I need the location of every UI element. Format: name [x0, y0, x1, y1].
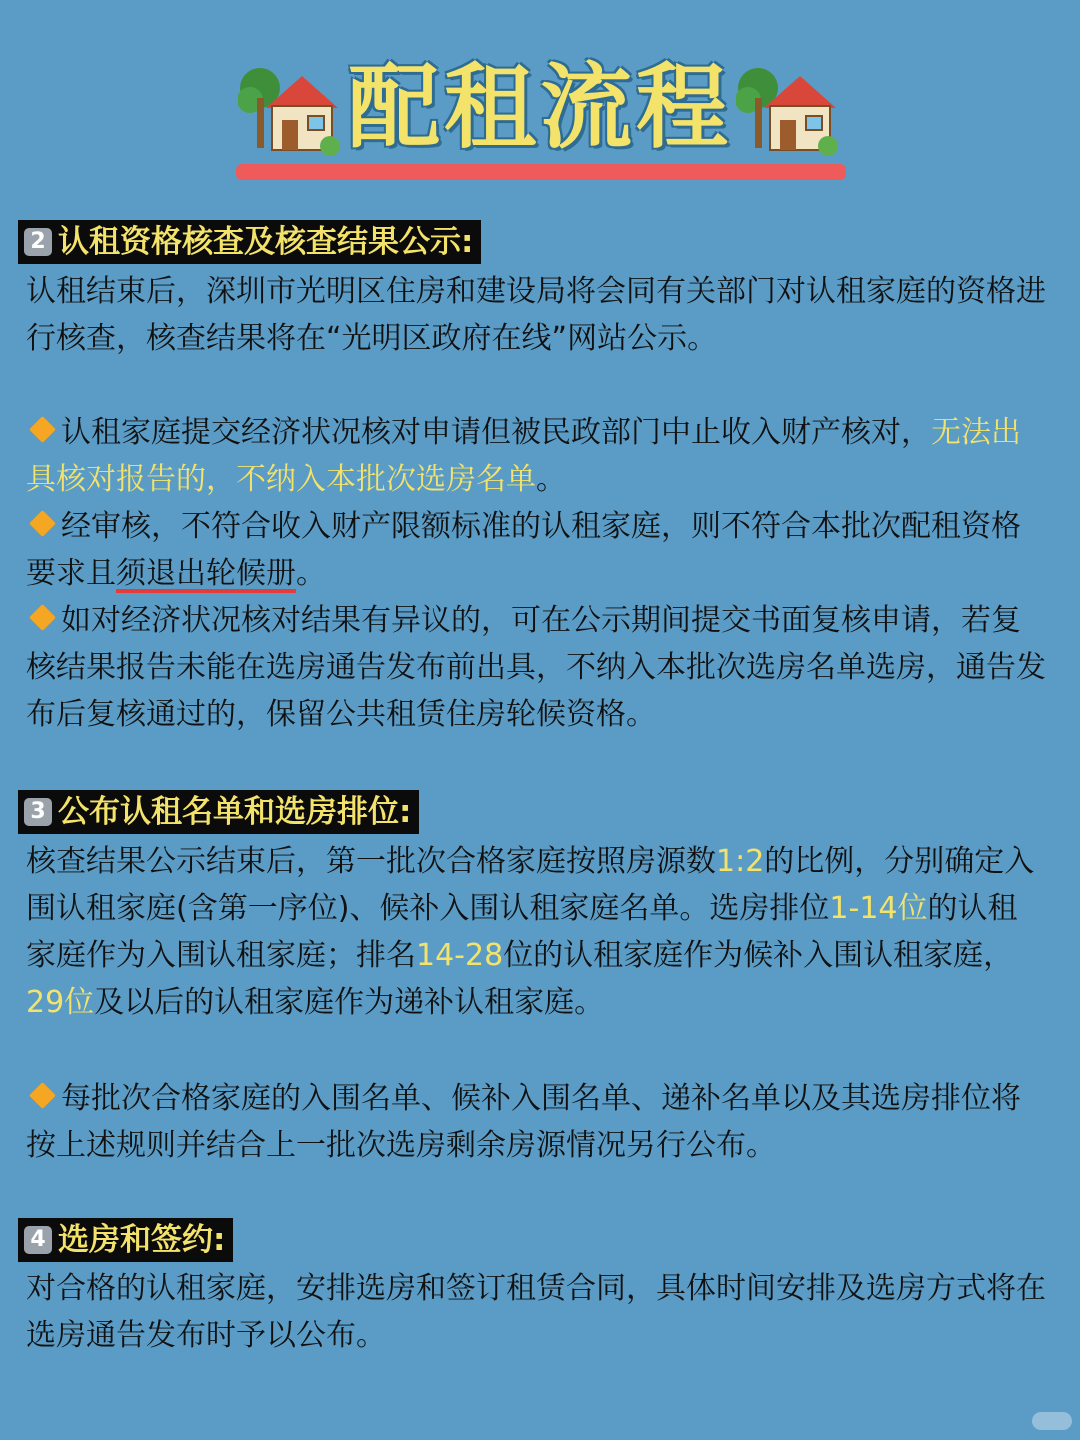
section-2-bullets	[26, 409, 1046, 738]
orange-diamond-icon	[29, 416, 56, 443]
section-3-body: 核查结果公示结束后，第一批次合格家庭按照房源数1:2的比例，分别确定入围认租家庭(含第一序位)、候补入围认租家庭名单。选房排位1-14位的认租家庭作为入围认租家庭；排名14-28位的认租家庭作为候补入围认租家庭，29位及以后的认租家庭作为递补认租家庭。	[26, 844, 1035, 1020]
section-2-intro: 认租结束后，深圳市光明区住房和建设局将会同有关部门对认租家庭的资格进行核查，核查结果将在“光明区政府在线”网站公示。	[26, 274, 1046, 356]
page-title: 配租流程	[347, 54, 732, 161]
number-2-icon: 2	[24, 228, 52, 256]
title-banner	[0, 48, 1080, 188]
bullet-2: 经审核，不符合收入财产限额标准的认租家庭，则不符合本批次配租资格要求且须退出轮候册。	[26, 509, 1021, 591]
orange-diamond-icon	[29, 510, 56, 537]
title-underline	[236, 164, 846, 180]
orange-diamond-icon	[29, 604, 56, 631]
section-3-bullet: 每批次合格家庭的入围名单、候补入围名单、递补名单以及其选房排位将按上述规则并结合上一批次选房剩余房源情况另行公布。	[26, 1081, 1021, 1163]
section-2-heading	[18, 220, 481, 264]
underlined-text: 须退出轮候册	[116, 556, 296, 591]
section-3-heading	[18, 790, 419, 834]
watermark-badge	[1032, 1412, 1072, 1430]
highlight-text: 无法出具核对报告的，不纳入本批次选房名单	[26, 415, 1021, 497]
orange-diamond-icon	[29, 1082, 56, 1109]
section-4-body: 对合格的认租家庭，安排选房和签订租赁合同，具体时间安排及选房方式将在选房通告发布时予以公布。	[26, 1271, 1046, 1353]
section-2-title: 认租资格核查及核查结果公示:	[58, 224, 474, 260]
house-with-tree-icon	[736, 58, 840, 158]
section-3-title: 公布认租名单和选房排位:	[58, 794, 412, 830]
bullet-3: 如对经济状况核对结果有异议的，可在公示期间提交书面复核申请，若复核结果报告未能在选房通告发布前出具，不纳入本批次选房名单选房，通告发布后复核通过的，保留公共租赁住房轮候资格。	[26, 603, 1046, 732]
bullet-1: 认租家庭提交经济状况核对申请但被民政部门中止收入财产核对，无法出具核对报告的，不纳入本批次选房名单。	[26, 415, 1021, 497]
number-3-icon: 3	[24, 798, 52, 826]
section-4-heading	[18, 1218, 233, 1262]
number-4-icon: 4	[24, 1226, 52, 1254]
section-4-title: 选房和签约:	[58, 1222, 226, 1258]
